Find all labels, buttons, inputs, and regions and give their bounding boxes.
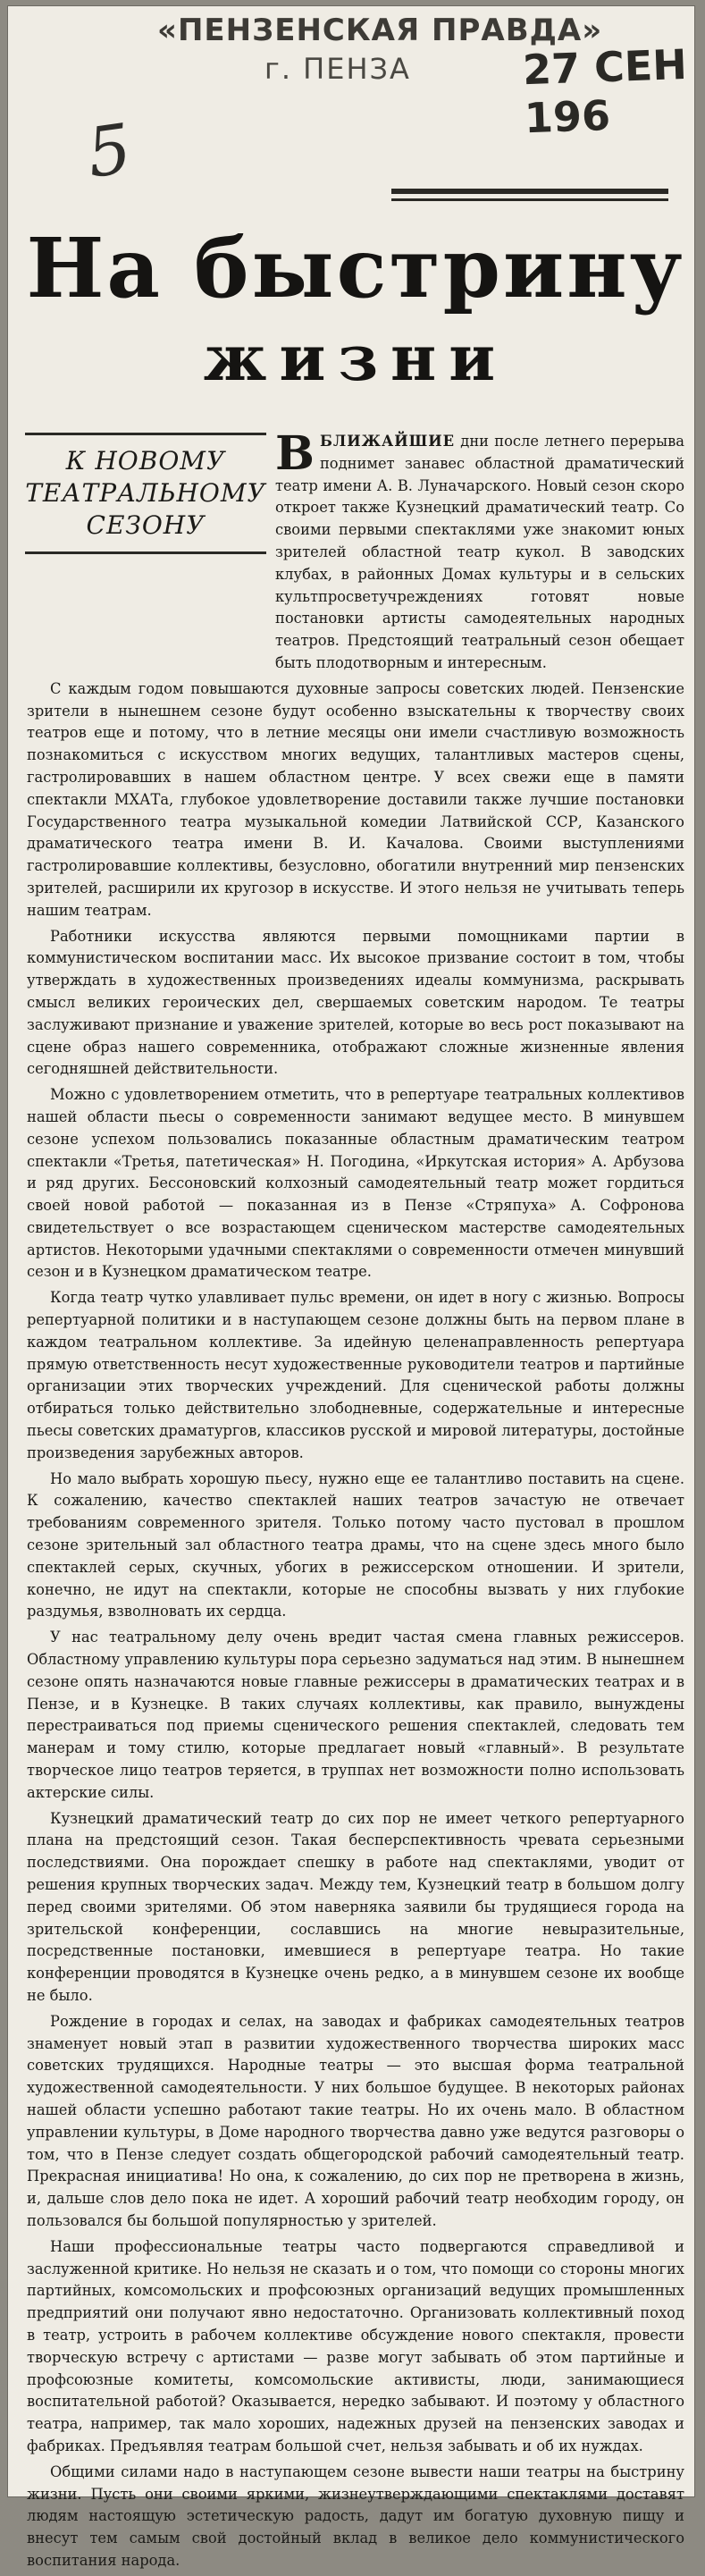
lead-paragraph-block bbox=[275, 426, 684, 675]
paragraph-text: дни после летнего перерыва поднимет занавес областной драматический театр имени А. В. Луначарского. Новый сезон скоро откроет также Кузнецкий драматический театр. Со своими первыми спектаклями уже знакомит юных зрителей областной театр кукол. В заводских клубах, в районных Домах культуры и в сельских культпросветучреждениях готовят новые постановки артисты самодеятельных народных театров. Предстоящий театральный сезон обещает быть плодотворным и интересным. bbox=[275, 433, 684, 671]
article-paragraph: Работники искусства являются первыми помощниками партии в коммунистическом воспитании масс. Их высокое призвание состоит в том, чтобы утверждать в художественных произведениях идеалы коммунизма, раскрывать смысл великих героических дел, свершаемых советским народом. Те театры заслуживают признание и уважение зрителей, которые во весь рост показывают на сцене образ нашего современника, отображают сложные жизненные явления сегодняшней действительности. bbox=[27, 927, 684, 1078]
article-paragraph: У нас театральному делу очень вредит частая смена главных режиссеров. Областному управлению культуры пора серьезно задуматься над этим. В нынешнем сезоне опять назначаются новые главные режиссеры в драматических театрах и в Пензе, и в Кузнецке. В таких случаях коллективы, как правило, вынуждены перестраиваться под приемы сценического решения спектаклей, следовать тем манерам и тому стилю, которые предлагает новый «главный». В результате творческое лицо театров теряется, в труппах нет возможности полно использовать актерские силы. bbox=[27, 1629, 684, 1801]
stamp-city: г. ПЕНЗА bbox=[264, 52, 411, 86]
drop-cap: В bbox=[275, 426, 315, 481]
article-paragraph: Можно с удовлетворением отметить, что в репертуаре театральных коллективов нашей области пьесы о современности занимают ведущее место. В минувшем сезоне успехом пользовались показанные областным драматическим театром спектакли «Третья, патетическая» Н. Погодина, «Иркутская история» А. Арбузова и ряд других. Бессоновский колхозный самодеятельный театр может гордиться своей новой работой — показанная из в Пензе «Стряпуха» А. Софронова свидетельствует о все возрастающем сценическом мастерстве самодеятельных артистов. Некоторыми удачными спектаклями о современности отмечен минувший сезон и в Кузнецком драматическом театре. bbox=[27, 1086, 684, 1281]
article-paragraph: С каждым годом повышаются духовные запросы советских людей. Пензенские зрители в нынешнем сезоне будут особенно взыскательны к творчеству своих театров еще и потому, что в летние месяцы они имели счастливую возможность познакомиться с искусством многих ведущих, талантливых мастеров сцены, гастролировавших в нашем областном центре. У всех свежи еще в памяти спектакли МХАТа, глубокое удовлетворение доставили также лучшие постановки Государственного театра музыкальной комедии Латвийской ССР, Казанского драматического театра имени В. И. Качалова. Своими выступлениями гастролировавшие коллективы, безусловно, обогатили внутренний мир пензенских зрителей, расширили их кругозор в искусстве. И этого нельзя не учитывать теперь нашим театрам. bbox=[27, 679, 684, 919]
handwritten-mark: 5 bbox=[82, 108, 137, 193]
article-paragraph: Когда театр чутко улавливает пульс времени, он идет в ногу с жизнью. Вопросы репертуарной политики и в наступающем сезоне должны быть на первом плане в каждом театральном коллективе. За идейную целенаправленность репертуара прямую ответственность несут художественные руководители театров и партийные организации этих творческих учреждений. Для сценической работы должны отбираться только действительно злободневные, содержательные и интересные пьесы советских драматургов, классиков русской и мировой литературы, достойные произведения зарубежных авторов. bbox=[27, 1289, 684, 1461]
headline-line-2: жизни bbox=[203, 321, 508, 395]
article-paragraph bbox=[275, 426, 684, 675]
headline-line-1: На быстрину bbox=[26, 220, 685, 316]
article-body bbox=[27, 426, 684, 2576]
stamp-date: 27 СЕН 196 bbox=[522, 39, 688, 143]
article-headline bbox=[25, 218, 686, 399]
article-paragraph: Наши профессиональные театры часто подвергаются справедливой и заслуженной критике. Но нельзя не сказать и о том, что помощи со стороны многих партийных, комсомольских и профсоюзных организаций ведущих промышленных предприятий они получают явно недостаточно. Организовать коллективный поход в театр, устроить в рабочем коллективе обсуждение нового спектакля, провести творческую встречу с артистами — разве могут забывать об этом партийные и профсоюзные комитеты, комсомольские активисты, люди, занимающиеся воспитательной работой? Оказывается, нередко забывают. И поэтому у областного театра, например, так мало хороших, надежных друзей на пензенских заводах и фабриках. Предъявляя театрам большой счет, нельзя забывать и об их нуждах. bbox=[27, 2237, 684, 2454]
archive-stamp bbox=[23, 9, 692, 143]
stamp-newspaper-name: «ПЕНЗЕНСКАЯ ПРАВДА» bbox=[157, 13, 603, 48]
rule-line bbox=[391, 189, 668, 194]
article-paragraph: Рождение в городах и селах, на заводах и фабриках самодеятельных театров знаменует новый этап в развитии художественного творчества широких масс советских трудящихся. Народные театры — это высшая форма театральной художественной самодеятельности. У них большое будущее. В некоторых районах нашей области успешно работают такие театры. Но их очень мало. В областном управлении культуры, в Доме народного творчества давно уже ведутся разговоры о том, что в Пензе следует создать общегородской рабочий самодеятельный театр. Прекрасная инициатива! Но она, к сожалению, до сих пор не претворена в жизнь, и, дальше слов дело пока не идет. А хороший рабочий театр необходим городу, он пользовался бы большой популярностью у зрителей. bbox=[27, 2012, 684, 2229]
article-paragraph: Но мало выбрать хорошую пьесу, нужно еще ее талантливо поставить на сцене. К сожалению, качество спектаклей наших театров зачастую не отвечает требованиям современного зрителя. Только потому часто пустовал в прошлом сезоне зрительный зал областного театра драмы, что на сцене здесь много было спектаклей серых, скучных, убогих в режиссерском отношении. И зрители, конечно, не идут на спектакли, которые не способны вызвать у них глубокие раздумья, взволновать их сердца. bbox=[27, 1469, 684, 1621]
article-paragraph: Общими силами надо в наступающем сезоне вывести наши театры на быстрину жизни. Пусть они своими яркими, жизнеутверждающими спектаклями доставят людям настоящую эстетическую радость, дадут им богатую духовную пищу и внесут тем самым свой достойный вклад в великое дело коммунистического воспитания народа. bbox=[27, 2462, 684, 2569]
decorative-rules bbox=[391, 189, 668, 206]
article-paragraph: Кузнецкий драматический театр до сих пор не имеет четкого репертуарного плана на предстоящий сезон. Такая бесперспективность чревата серьезными последствиями. Она порождает спешку в работе над спектаклями, уводит от решения крупных творческих задач. Между тем, Кузнецкий театр в большом долгу перед своими зрителями. Об этом наверняка заявили бы трудящиеся города на зрительской конференции, сославшись на многие невыразительные, посредственные постановки, имевшиеся в репертуаре театра. Но такие конференции проводятся в Кузнецке очень редко, а в минувшем сезоне их вообще не было. bbox=[27, 1809, 684, 2004]
rule-line bbox=[391, 198, 668, 201]
lead-caps: БЛИЖАЙШИЕ bbox=[319, 433, 456, 450]
rubric-text: К НОВОМУ ТЕАТРАЛЬНОМУ СЕЗОНУ bbox=[25, 446, 266, 540]
newspaper-clipping bbox=[7, 5, 695, 2569]
